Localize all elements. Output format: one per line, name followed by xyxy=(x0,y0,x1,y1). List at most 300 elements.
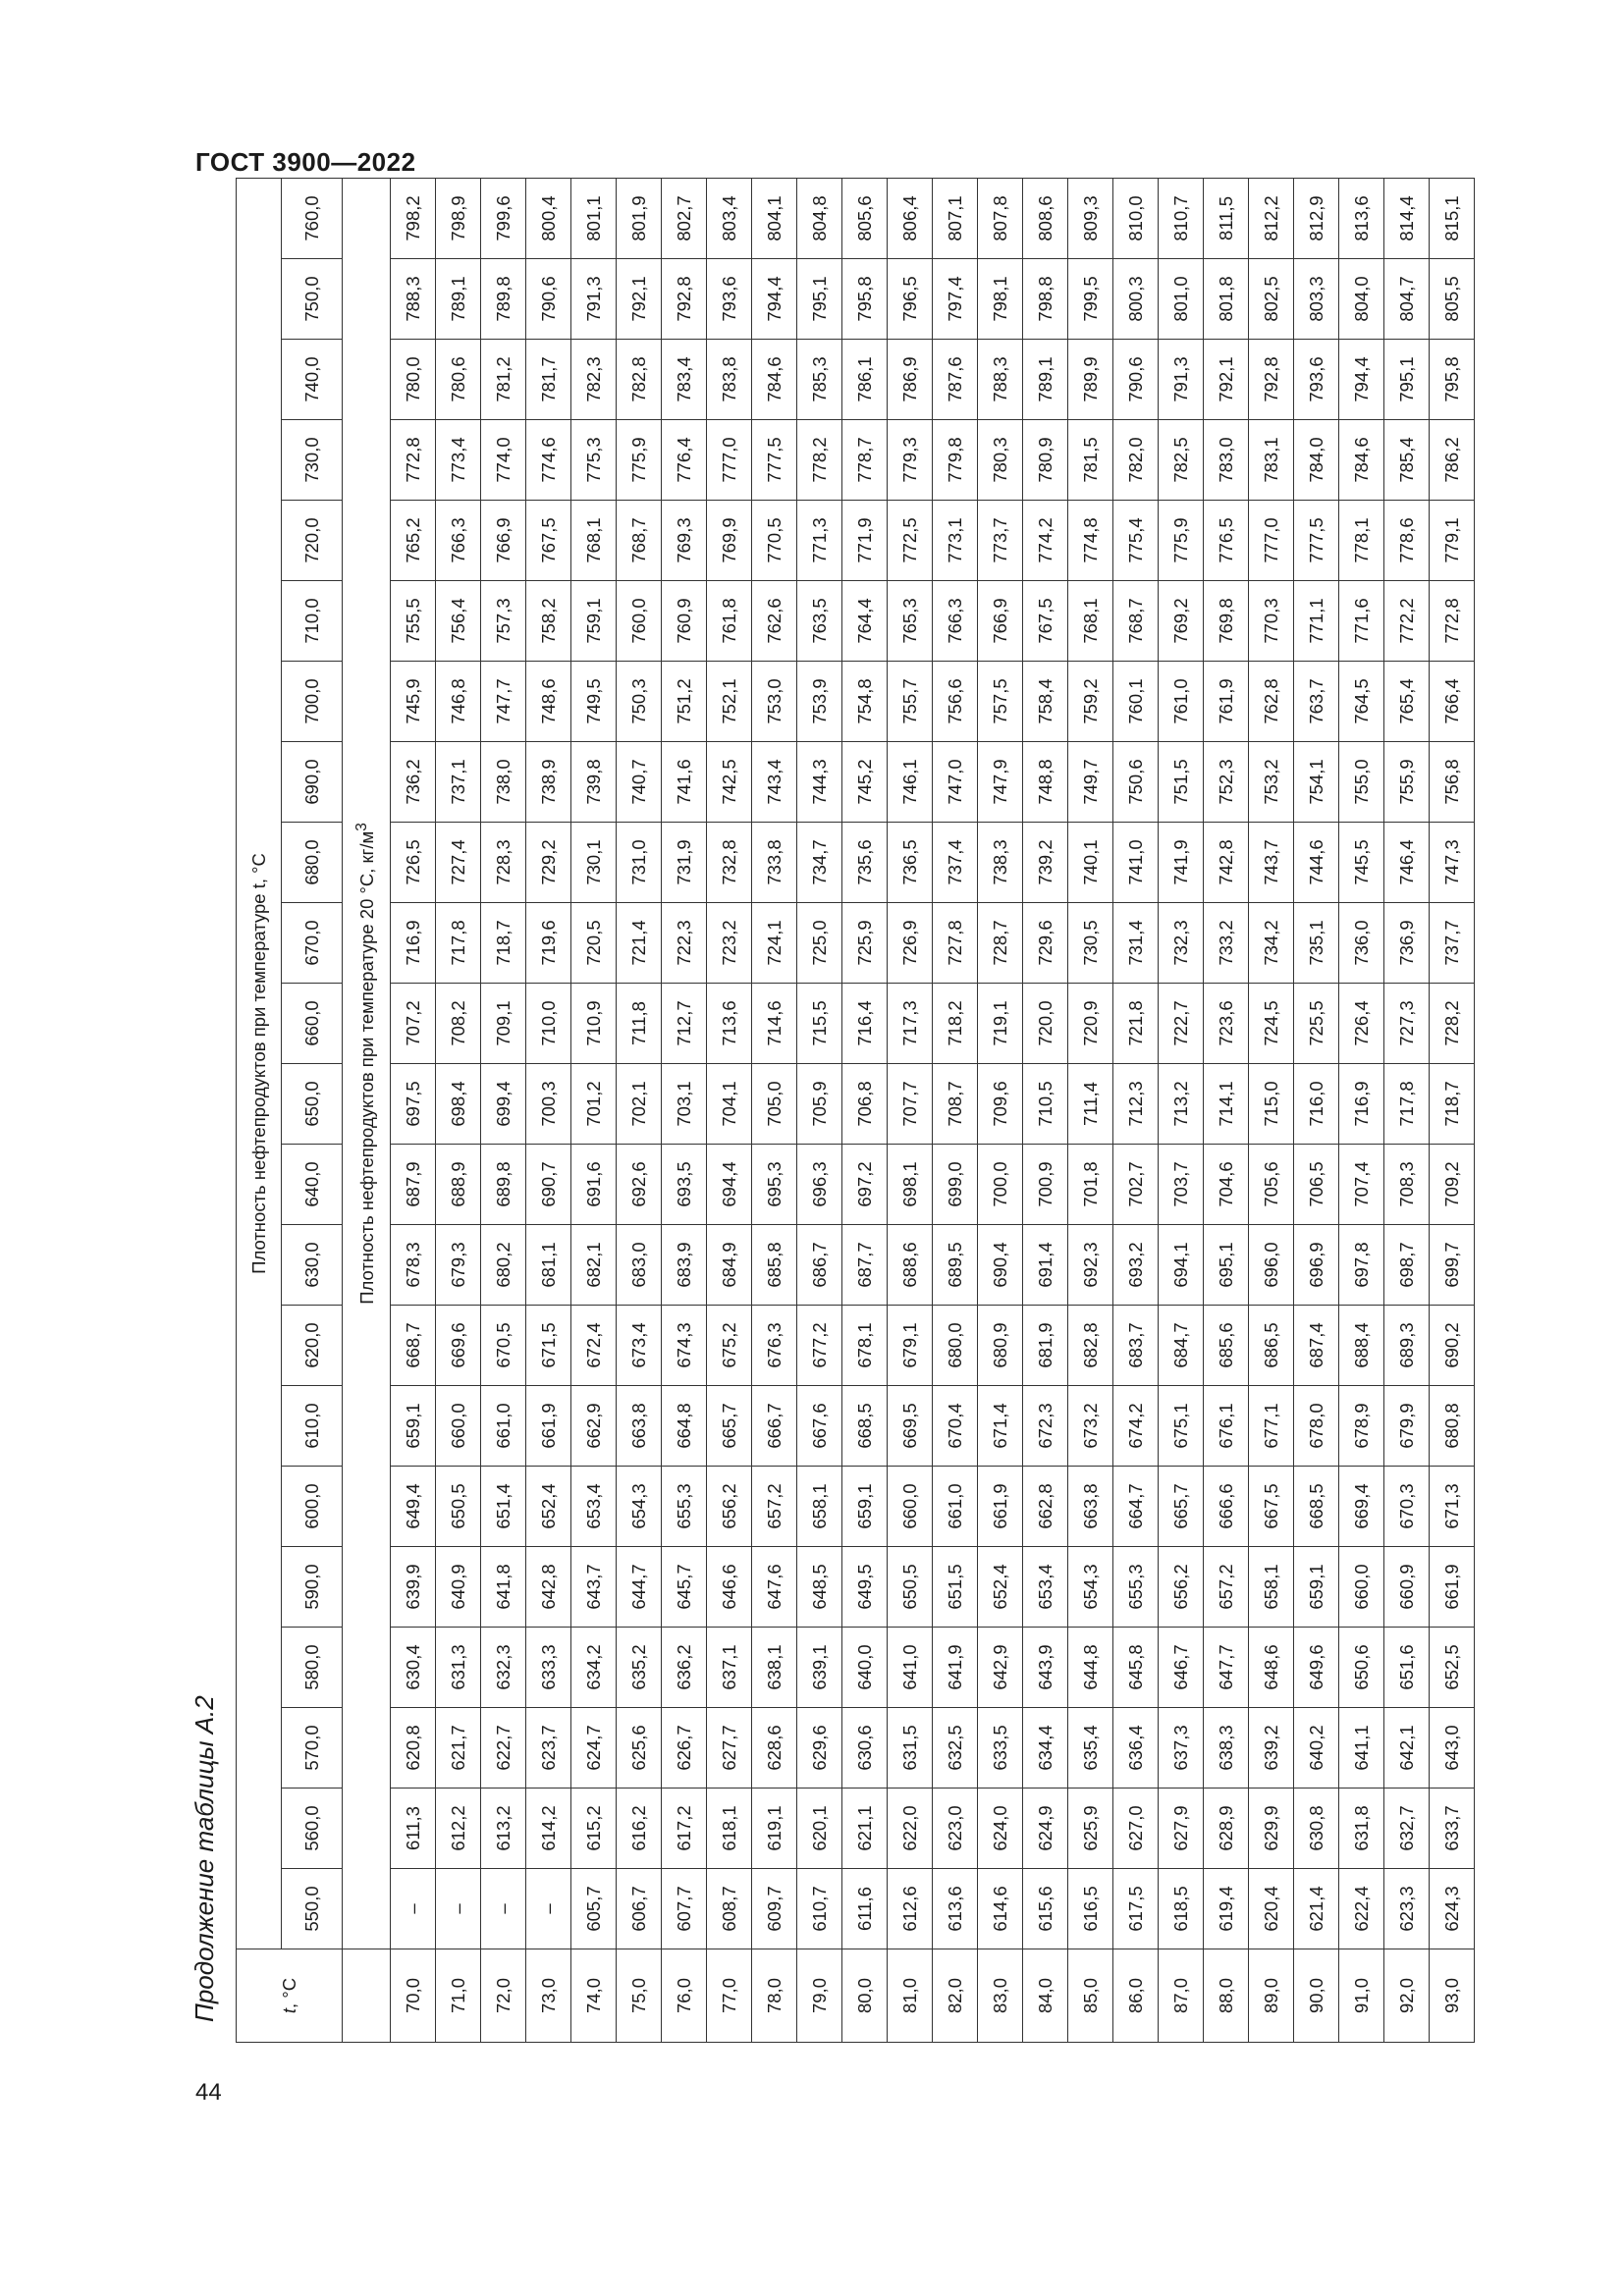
density-cell: 663,8 xyxy=(1068,1467,1113,1547)
table-row xyxy=(797,178,842,2042)
column-header-temp: 740,0 xyxy=(282,340,343,420)
group-header: Плотность нефтепродуктов при температуре t, °C xyxy=(237,178,282,1949)
density-cell: 736,0 xyxy=(1339,903,1384,984)
density-cell: 791,3 xyxy=(571,259,617,340)
table-row xyxy=(481,178,526,2042)
density-cell: 678,3 xyxy=(391,1225,436,1306)
density-cell: 795,8 xyxy=(1430,340,1475,420)
density-cell: 683,0 xyxy=(617,1225,662,1306)
density-cell: 784,0 xyxy=(1294,420,1339,501)
density-cell: 808,6 xyxy=(1023,178,1068,258)
density-cell: 683,7 xyxy=(1113,1306,1159,1386)
density-cell: 708,2 xyxy=(436,984,481,1064)
density-cell: 724,5 xyxy=(1249,984,1294,1064)
row-temperature-cell: 81,0 xyxy=(888,1949,933,2043)
density-cell: 636,4 xyxy=(1113,1708,1159,1789)
density-cell: 621,7 xyxy=(436,1708,481,1789)
density-cell: 612,2 xyxy=(436,1789,481,1869)
density-cell: 709,2 xyxy=(1430,1145,1475,1225)
row-temperature-cell: 71,0 xyxy=(436,1949,481,2043)
density-cell: 634,4 xyxy=(1023,1708,1068,1789)
density-cell: 738,3 xyxy=(978,823,1023,903)
density-cell: 662,9 xyxy=(571,1386,617,1467)
table-row xyxy=(1384,178,1430,2042)
density-cell: 803,4 xyxy=(707,178,752,258)
density-cell: 619,4 xyxy=(1204,1869,1249,1949)
density-cell: 701,8 xyxy=(1068,1145,1113,1225)
density-cell: 619,1 xyxy=(752,1789,797,1869)
density-cell: 696,3 xyxy=(797,1145,842,1225)
density-cell: 617,2 xyxy=(662,1789,707,1869)
density-cell: 694,4 xyxy=(707,1145,752,1225)
density-cell: 790,6 xyxy=(526,259,571,340)
density-cell: 705,0 xyxy=(752,1064,797,1145)
density-cell: 774,0 xyxy=(481,420,526,501)
table-row xyxy=(978,178,1023,2042)
density-cell: 768,7 xyxy=(1113,581,1159,662)
density-cell: 655,3 xyxy=(1113,1547,1159,1628)
density-cell: 775,9 xyxy=(617,420,662,501)
density-cell: 774,2 xyxy=(1023,501,1068,581)
density-cell: 762,6 xyxy=(752,581,797,662)
density-cell: 628,6 xyxy=(752,1708,797,1789)
density-cell: 810,0 xyxy=(1113,178,1159,258)
density-cell: 678,1 xyxy=(842,1306,888,1386)
density-cell: 716,4 xyxy=(842,984,888,1064)
density-cell: 759,2 xyxy=(1068,662,1113,742)
density-cell: 624,7 xyxy=(571,1708,617,1789)
row-temperature-cell: 73,0 xyxy=(526,1949,571,2043)
density-cell: 646,6 xyxy=(707,1547,752,1628)
density-cell: 719,6 xyxy=(526,903,571,984)
row-temperature-cell: 76,0 xyxy=(662,1949,707,2043)
density-cell: 743,7 xyxy=(1249,823,1294,903)
table-row xyxy=(1113,178,1159,2042)
density-cell: 761,0 xyxy=(1159,662,1204,742)
density-cell: 774,8 xyxy=(1068,501,1113,581)
density-cell: 746,4 xyxy=(1384,823,1430,903)
page-number: 44 xyxy=(195,2079,222,2106)
density-cell: 743,4 xyxy=(752,742,797,823)
density-cell: 677,1 xyxy=(1249,1386,1294,1467)
density-cell: 755,7 xyxy=(888,662,933,742)
density-cell: 689,3 xyxy=(1384,1306,1430,1386)
density-cell: 783,8 xyxy=(707,340,752,420)
density-cell: 641,9 xyxy=(933,1628,978,1708)
density-cell: 777,5 xyxy=(1294,501,1339,581)
density-cell: 783,1 xyxy=(1249,420,1294,501)
density-cell: 670,5 xyxy=(481,1306,526,1386)
table-row xyxy=(617,178,662,2042)
density-cell: 772,5 xyxy=(888,501,933,581)
density-cell: 768,7 xyxy=(617,501,662,581)
temperature-column-header: t, °C xyxy=(237,1949,343,2043)
table-caption: Продолжение таблицы А.2 xyxy=(189,1695,219,2022)
column-header-temp: 600,0 xyxy=(282,1467,343,1547)
density-cell: 772,2 xyxy=(1384,581,1430,662)
density-cell: 741,9 xyxy=(1159,823,1204,903)
density-cell: 728,7 xyxy=(978,903,1023,984)
density-cell: 734,2 xyxy=(1249,903,1294,984)
density-cell: 679,9 xyxy=(1384,1386,1430,1467)
density-cell: 804,8 xyxy=(797,178,842,258)
density-cell: 698,4 xyxy=(436,1064,481,1145)
density-cell: 803,3 xyxy=(1294,259,1339,340)
density-cell: 759,1 xyxy=(571,581,617,662)
density-cell: 730,1 xyxy=(571,823,617,903)
density-cell: 693,5 xyxy=(662,1145,707,1225)
row-temperature-cell: 90,0 xyxy=(1294,1949,1339,2043)
column-header-temp: 630,0 xyxy=(282,1225,343,1306)
density-cell: 676,1 xyxy=(1204,1386,1249,1467)
density-cell: 779,1 xyxy=(1430,501,1475,581)
density-cell: 713,6 xyxy=(707,984,752,1064)
table-row xyxy=(707,178,752,2042)
density-cell: 614,6 xyxy=(978,1869,1023,1949)
density-cell: 681,1 xyxy=(526,1225,571,1306)
density-cell: 680,9 xyxy=(978,1306,1023,1386)
density-cell: 657,2 xyxy=(1204,1547,1249,1628)
density-cell: 718,7 xyxy=(1430,1064,1475,1145)
density-cell: 753,9 xyxy=(797,662,842,742)
density-cell: 766,3 xyxy=(436,501,481,581)
density-cell: 753,2 xyxy=(1249,742,1294,823)
density-cell: 668,7 xyxy=(391,1306,436,1386)
density-cell: 630,6 xyxy=(842,1708,888,1789)
density-cell: 790,6 xyxy=(1113,340,1159,420)
density-cell: 815,1 xyxy=(1430,178,1475,258)
temperature-values-row xyxy=(282,178,343,2042)
density-cell: 682,8 xyxy=(1068,1306,1113,1386)
density-cell: 748,6 xyxy=(526,662,571,742)
row-temperature-cell: 74,0 xyxy=(571,1949,617,2043)
density-cell: 723,6 xyxy=(1204,984,1249,1064)
density-cell: 742,8 xyxy=(1204,823,1249,903)
density-cell: 757,3 xyxy=(481,581,526,662)
density-cell: 664,7 xyxy=(1113,1467,1159,1547)
density-cell: 625,9 xyxy=(1068,1789,1113,1869)
density-cell: 710,9 xyxy=(571,984,617,1064)
density-cell: 698,1 xyxy=(888,1145,933,1225)
density-cell: 653,4 xyxy=(1023,1547,1068,1628)
density-cell: 765,4 xyxy=(1384,662,1430,742)
density-cell: 641,8 xyxy=(481,1547,526,1628)
density-cell: 736,2 xyxy=(391,742,436,823)
density-cell: 638,3 xyxy=(1204,1708,1249,1789)
density-cell: 684,7 xyxy=(1159,1306,1204,1386)
density-cell: 707,2 xyxy=(391,984,436,1064)
density-cell: 799,6 xyxy=(481,178,526,258)
density-cell: 636,2 xyxy=(662,1628,707,1708)
density-cell: 741,0 xyxy=(1113,823,1159,903)
density-cell: 704,1 xyxy=(707,1064,752,1145)
density-cell: 655,3 xyxy=(662,1467,707,1547)
density-cell: 745,9 xyxy=(391,662,436,742)
density-cell: 625,6 xyxy=(617,1708,662,1789)
density-cell: 735,6 xyxy=(842,823,888,903)
density-cell: 618,1 xyxy=(707,1789,752,1869)
density-cell: 682,1 xyxy=(571,1225,617,1306)
density-cell: 631,8 xyxy=(1339,1789,1384,1869)
density-cell: 785,4 xyxy=(1384,420,1430,501)
density-cell: 611,6 xyxy=(842,1869,888,1949)
density-cell: 606,7 xyxy=(617,1869,662,1949)
density-cell: 694,1 xyxy=(1159,1225,1204,1306)
table-body xyxy=(391,178,1475,2042)
column-header-temp: 560,0 xyxy=(282,1789,343,1869)
density-cell: 698,7 xyxy=(1384,1225,1430,1306)
density-cell: 776,4 xyxy=(662,420,707,501)
density-cell: 640,2 xyxy=(1294,1708,1339,1789)
density-cell: 610,7 xyxy=(797,1869,842,1949)
density-cell: 809,3 xyxy=(1068,178,1113,258)
density-cell: 729,2 xyxy=(526,823,571,903)
density-cell: 768,1 xyxy=(571,501,617,581)
density-cell: 737,4 xyxy=(933,823,978,903)
density-cell: 802,7 xyxy=(662,178,707,258)
density-cell: 666,6 xyxy=(1204,1467,1249,1547)
row-temperature-cell: 72,0 xyxy=(481,1949,526,2043)
density-cell: 720,0 xyxy=(1023,984,1068,1064)
density-cell: 733,8 xyxy=(752,823,797,903)
density-cell: 634,2 xyxy=(571,1628,617,1708)
density-cell: 671,4 xyxy=(978,1386,1023,1467)
density-cell: 671,3 xyxy=(1430,1467,1475,1547)
density-cell: 739,8 xyxy=(571,742,617,823)
density-cell: 678,9 xyxy=(1339,1386,1384,1467)
density-cell: 725,5 xyxy=(1294,984,1339,1064)
density-cell: 675,1 xyxy=(1159,1386,1204,1467)
density-cell: 660,9 xyxy=(1384,1547,1430,1628)
density-cell: 674,2 xyxy=(1113,1386,1159,1467)
density-cell: 661,9 xyxy=(526,1386,571,1467)
density-cell: 761,8 xyxy=(707,581,752,662)
density-cell: 690,2 xyxy=(1430,1306,1475,1386)
density-cell: 715,0 xyxy=(1249,1064,1294,1145)
density-cell: 653,4 xyxy=(571,1467,617,1547)
row-temperature-cell: 80,0 xyxy=(842,1949,888,2043)
row-temperature-cell: 91,0 xyxy=(1339,1949,1384,2043)
density-cell: 686,7 xyxy=(797,1225,842,1306)
column-header-temp: 610,0 xyxy=(282,1386,343,1467)
density-cell: 611,3 xyxy=(391,1789,436,1869)
density-cell: 782,8 xyxy=(617,340,662,420)
density-cell: 773,7 xyxy=(978,501,1023,581)
density-cell: 654,3 xyxy=(617,1467,662,1547)
density-cell: 708,3 xyxy=(1384,1145,1430,1225)
density-cell: – xyxy=(481,1869,526,1949)
density-cell: 669,6 xyxy=(436,1306,481,1386)
rotated-table-wrapper xyxy=(236,178,1475,2043)
density-cell: 779,8 xyxy=(933,420,978,501)
density-cell: 670,4 xyxy=(933,1386,978,1467)
density-cell: 649,6 xyxy=(1294,1628,1339,1708)
density-cell: 633,3 xyxy=(526,1628,571,1708)
density-cell: 659,1 xyxy=(1294,1547,1339,1628)
density-cell: 661,0 xyxy=(933,1467,978,1547)
density-cell: 687,9 xyxy=(391,1145,436,1225)
density-cell: 665,7 xyxy=(707,1386,752,1467)
density-cell: 667,5 xyxy=(1249,1467,1294,1547)
density-cell: 695,3 xyxy=(752,1145,797,1225)
density-cell: 648,6 xyxy=(1249,1628,1294,1708)
density-cell: 609,7 xyxy=(752,1869,797,1949)
density-cell: 737,7 xyxy=(1430,903,1475,984)
density-cell: 769,9 xyxy=(707,501,752,581)
density-cell: 660,0 xyxy=(436,1386,481,1467)
table-row xyxy=(1294,178,1339,2042)
density-cell: 649,5 xyxy=(842,1547,888,1628)
density-cell: 770,3 xyxy=(1249,581,1294,662)
column-header-temp: 580,0 xyxy=(282,1628,343,1708)
density-cell: 707,4 xyxy=(1339,1145,1384,1225)
density-cell: 804,7 xyxy=(1384,259,1430,340)
density-cell: 700,3 xyxy=(526,1064,571,1145)
density-cell: 623,0 xyxy=(933,1789,978,1869)
density-cell: 800,4 xyxy=(526,178,571,258)
density-cell: 672,3 xyxy=(1023,1386,1068,1467)
density-cell: 781,2 xyxy=(481,340,526,420)
density-cell: 651,6 xyxy=(1384,1628,1430,1708)
density-cell: 699,7 xyxy=(1430,1225,1475,1306)
density-cell: 755,5 xyxy=(391,581,436,662)
density-cell: 814,4 xyxy=(1384,178,1430,258)
density-cell: 798,8 xyxy=(1023,259,1068,340)
density-cell: 740,7 xyxy=(617,742,662,823)
density-cell: 630,8 xyxy=(1294,1789,1339,1869)
density-cell: 792,1 xyxy=(1204,340,1249,420)
density-cell: 778,6 xyxy=(1384,501,1430,581)
density-cell: 639,1 xyxy=(797,1628,842,1708)
density-cell: 735,1 xyxy=(1294,903,1339,984)
table-row xyxy=(1430,178,1475,2042)
density-cell: 768,1 xyxy=(1068,581,1113,662)
density-cell: 680,8 xyxy=(1430,1386,1475,1467)
density-cell: 804,1 xyxy=(752,178,797,258)
density-cell: 679,1 xyxy=(888,1306,933,1386)
density-cell: 659,1 xyxy=(842,1467,888,1547)
density-cell: 658,1 xyxy=(797,1467,842,1547)
density-cell: 775,3 xyxy=(571,420,617,501)
density-cell: 688,4 xyxy=(1339,1306,1384,1386)
density-cell: 793,6 xyxy=(1294,340,1339,420)
density-cell: 646,7 xyxy=(1159,1628,1204,1708)
density-cell: 632,5 xyxy=(933,1708,978,1789)
density-cell: 668,5 xyxy=(842,1386,888,1467)
density-cell: 716,9 xyxy=(391,903,436,984)
density-cell: 731,9 xyxy=(662,823,707,903)
density-cell: 708,7 xyxy=(933,1064,978,1145)
density-cell: 765,3 xyxy=(888,581,933,662)
density-cell: 731,0 xyxy=(617,823,662,903)
table-row xyxy=(662,178,707,2042)
density-cell: 717,8 xyxy=(436,903,481,984)
density-cell: 632,7 xyxy=(1384,1789,1430,1869)
density-cell: 693,2 xyxy=(1113,1225,1159,1306)
density-cell: 782,5 xyxy=(1159,420,1204,501)
density-cell: 747,0 xyxy=(933,742,978,823)
density-cell: 784,6 xyxy=(1339,420,1384,501)
density-cell: 794,4 xyxy=(752,259,797,340)
density-cell: 752,1 xyxy=(707,662,752,742)
density-cell: 633,7 xyxy=(1430,1789,1475,1869)
density-cell: 613,6 xyxy=(933,1869,978,1949)
density-cell: 728,2 xyxy=(1430,984,1475,1064)
density-cell: 763,5 xyxy=(797,581,842,662)
table-row xyxy=(1339,178,1384,2042)
density-cell: 811,5 xyxy=(1204,178,1249,258)
table-row xyxy=(436,178,481,2042)
column-header-temp: 570,0 xyxy=(282,1708,343,1789)
density-cell: 683,9 xyxy=(662,1225,707,1306)
density-cell: 680,2 xyxy=(481,1225,526,1306)
density-cell: 710,0 xyxy=(526,984,571,1064)
density-cell: 700,0 xyxy=(978,1145,1023,1225)
density-cell: 675,2 xyxy=(707,1306,752,1386)
density-cell: 635,4 xyxy=(1068,1708,1113,1789)
density-cell: 742,5 xyxy=(707,742,752,823)
density-cell: 681,9 xyxy=(1023,1306,1068,1386)
density-cell: 756,4 xyxy=(436,581,481,662)
density-cell: 717,8 xyxy=(1384,1064,1430,1145)
density-cell: 700,9 xyxy=(1023,1145,1068,1225)
row-temperature-cell: 79,0 xyxy=(797,1949,842,2043)
density-cell: 810,7 xyxy=(1159,178,1204,258)
column-header-temp: 640,0 xyxy=(282,1145,343,1225)
density-cell: 785,3 xyxy=(797,340,842,420)
density-cell: 630,4 xyxy=(391,1628,436,1708)
density-cell: 782,3 xyxy=(571,340,617,420)
column-header-temp: 550,0 xyxy=(282,1869,343,1949)
density-cell: 607,7 xyxy=(662,1869,707,1949)
sub-header-blank xyxy=(343,1949,391,2043)
density-cell: 670,3 xyxy=(1384,1467,1430,1547)
density-cell: 728,3 xyxy=(481,823,526,903)
density-cell: 713,2 xyxy=(1159,1064,1204,1145)
density-cell: 732,3 xyxy=(1159,903,1204,984)
density-cell: 651,4 xyxy=(481,1467,526,1547)
column-header-temp: 650,0 xyxy=(282,1064,343,1145)
row-temperature-cell: 85,0 xyxy=(1068,1949,1113,2043)
density-cell: 716,9 xyxy=(1339,1064,1384,1145)
density-cell: 780,3 xyxy=(978,420,1023,501)
density-cell: 760,1 xyxy=(1113,662,1159,742)
density-cell: 628,9 xyxy=(1204,1789,1249,1869)
density-cell: 771,3 xyxy=(797,501,842,581)
row-temperature-cell: 75,0 xyxy=(617,1949,662,2043)
density-cell: 685,8 xyxy=(752,1225,797,1306)
density-cell: 740,1 xyxy=(1068,823,1113,903)
density-cell: 813,6 xyxy=(1339,178,1384,258)
density-cell: – xyxy=(526,1869,571,1949)
density-cell: 701,2 xyxy=(571,1064,617,1145)
density-cell: 711,8 xyxy=(617,984,662,1064)
density-cell: 748,8 xyxy=(1023,742,1068,823)
table-row xyxy=(1204,178,1249,2042)
density-cell: 691,6 xyxy=(571,1145,617,1225)
density-cell: 741,6 xyxy=(662,742,707,823)
density-cell: 697,2 xyxy=(842,1145,888,1225)
density-cell: 615,2 xyxy=(571,1789,617,1869)
row-temperature-cell: 84,0 xyxy=(1023,1949,1068,2043)
density-cell: 702,7 xyxy=(1113,1145,1159,1225)
density-cell: 780,6 xyxy=(436,340,481,420)
density-cell: 615,6 xyxy=(1023,1869,1068,1949)
density-cell: 643,7 xyxy=(571,1547,617,1628)
density-cell: 669,5 xyxy=(888,1386,933,1467)
row-temperature-cell: 83,0 xyxy=(978,1949,1023,2043)
density-cell: 726,9 xyxy=(888,903,933,984)
